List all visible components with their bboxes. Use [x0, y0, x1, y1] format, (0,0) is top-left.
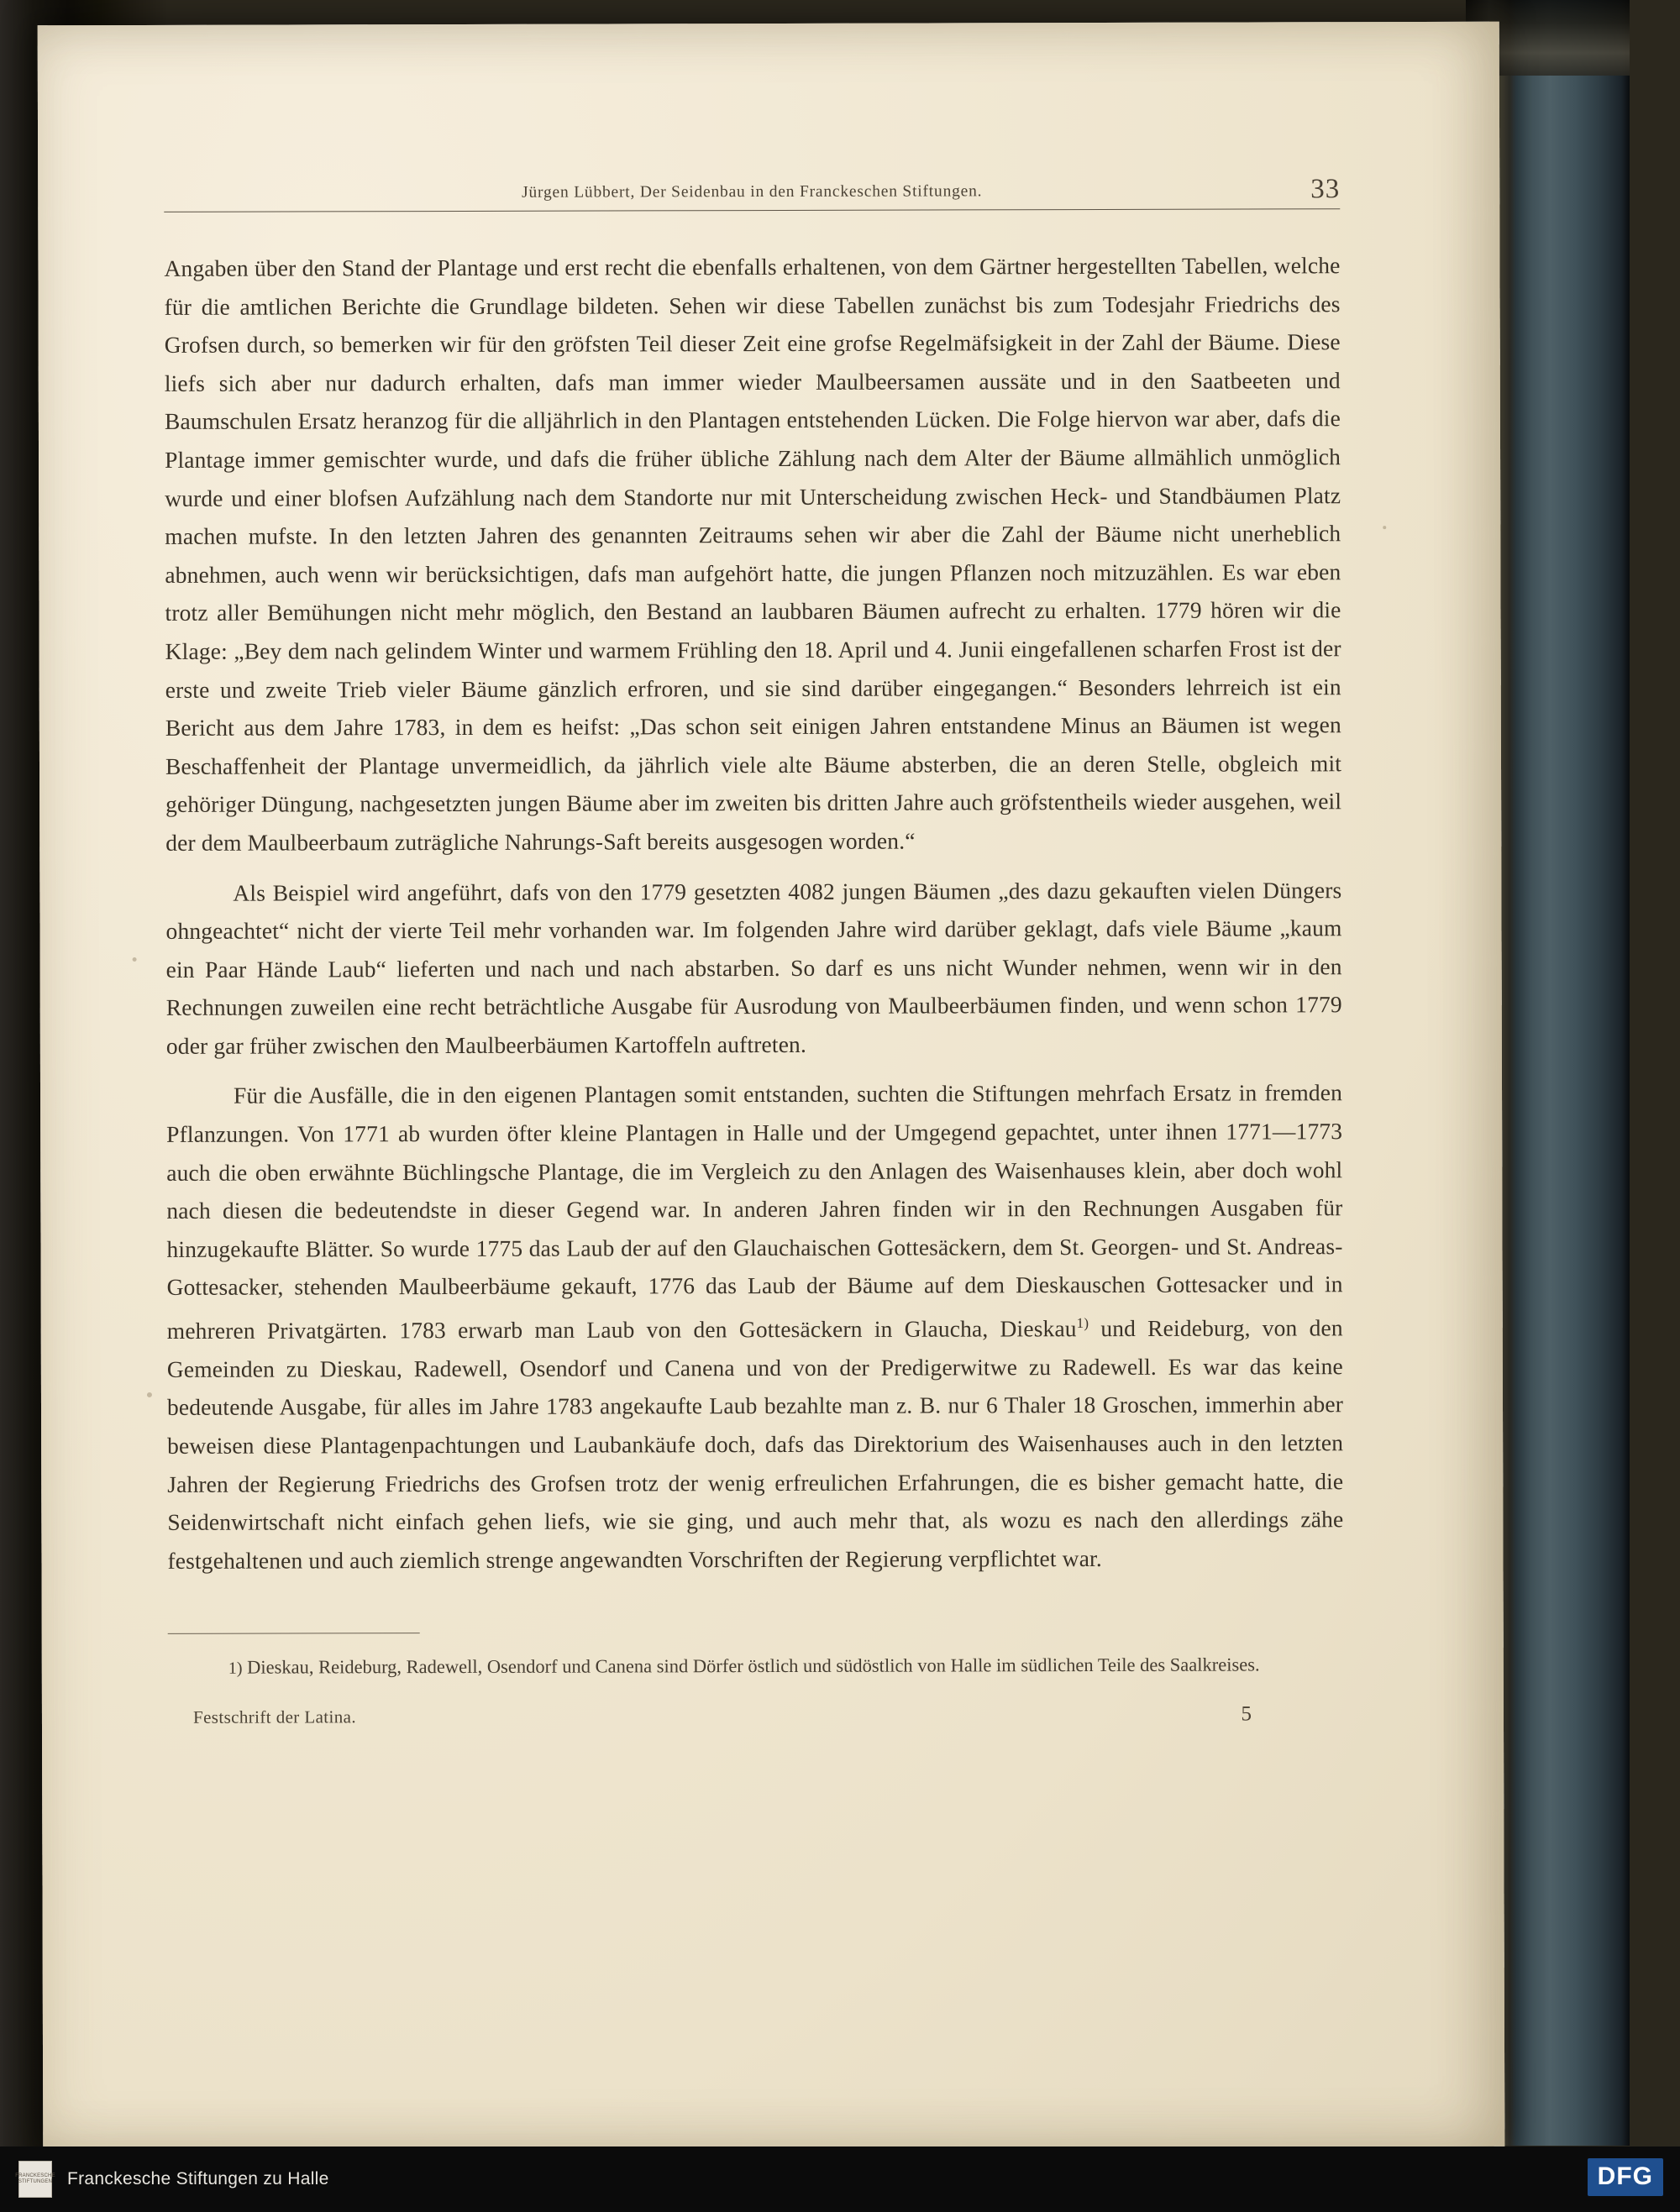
dfg-logo[interactable]: DFG [1588, 2158, 1663, 2196]
document-page [38, 22, 1505, 2151]
page-number: 33 [1310, 174, 1341, 205]
paragraph-3 [166, 1074, 1344, 1580]
paragraph-3-text-b: und Reideburg, von den Gemeinden zu Dieskau, Radewell, Osendorf und Canena und von der Predigerwitwe zu Radewell. Es war das keine bedeutende Ausgabe, für alles im Jahre 1783 angekaufte Laub bezahlte man z. B. nur 6 Thaler 18 Groschen, immerhin aber beweisen diese Plantagenpachtungen und Laubankäufe doch, dafs das Direktorium des Waisenhauses auch in den letzten Jahren der Regierung Friedrichs des Grofsen trotz der wenig erfreulichen Erfahrungen, die es bisher gemacht hatte, die Seidenwirtschaft nicht einfach gehen liefs, wie sie ging, und auch mehr that, als wozu es nach den allerdings zähe festgehaltenen und auch ziemlich strenge angewandten Vorschriften der Regierung verpflichtet war. [166, 1314, 1344, 1574]
footnote-block [168, 1631, 1344, 1730]
footnote-marker: 1) [228, 1659, 243, 1679]
institution-stamp-icon [15, 2161, 55, 2198]
footnote-text: Dieskau, Reideburg, Radewell, Osendorf und Canena sind Dörfer östlich und südöstlich von Halle im südlichen Teile des Saalkreises. [247, 1654, 1260, 1678]
page-content [164, 174, 1344, 1729]
collection-label: Franckesche Stiftungen zu Halle [67, 2169, 329, 2188]
footnote-divider [168, 1633, 420, 1634]
institution-stamp-label: FRANCKESCHE STIFTUNGEN [15, 2173, 55, 2184]
paragraph-3-text-a: Für die Ausfälle, die in den eigenen Plantagen somit entstanden, suchten die Stiftungen mehrfach Ersatz in fremden Pflanzungen. Von 1771 ab wurden öfter kleine Plantagen in Halle und der Umgegend gepachtet, unter ihnen 1771—1773 auch die oben erwähnte Büchlingsche Plantage, die im Vergleich zu den Anlagen des Waisenhauses klein, aber doch wohl nach diesen die bedeutendste in dieser Gegend war. In anderen Jahren finden wir in den Rechnungen Ausgaben für hinzugekaufte Blätter. So wurde 1775 das Laub der auf den Glauchaischen Gottesäckern, dem St. Georgen- und St. Andreas-Gottesacker, stehenden Maulbeerbäume gekauft, 1776 das Laub der Bäume auf dem Dieskauschen Gottesacker und in mehreren Privatgärten. 1783 erwarb man Laub von den Gottesäckern in Glaucha, Dieskau [166, 1079, 1343, 1344]
paper-speck [1383, 526, 1386, 529]
colophon-sheet-number: 5 [1241, 1702, 1252, 1726]
running-head-title: Jürgen Lübbert, Der Seidenbau in den Franckeschen Stiftungen. [522, 182, 983, 202]
footnote-reference-1[interactable]: 1) [1076, 1315, 1089, 1332]
paragraph-1: Angaben über den Stand der Plantage und erst recht die ebenfalls erhaltenen, von dem Gärtner hergestellten Tabellen, welche für die amtlichen Berichte die Grundlage bildeten. Sehen wir diese Tabellen zunächst bis zum Todesjahr Friedrichs des Grofsen durch, so bemerken wir für den gröfsten Teil dieser Zeit eine grofse Regelmäfsigkeit in der Zahl der Bäume. Diese liefs sich aber nur dadurch erhalten, dafs man immer wieder Maulbeersamen aussäte und in den Saatbeeten und Baumschulen Ersatz heranzog für die alljährlich in den Plantagen entstehenden Lücken. Die Folge hiervon war aber, dafs die Plantage immer gemischter wurde, und dafs die früher übliche Zählung nach dem Alter der Bäume allmählich unmöglich wurde und einer blofsen Aufzählung nach dem Standorte nur mit Unterscheidung zwischen Heck- und Standbäumen Platz machen mufste. In den letzten Jahren des genannten Zeitraums sehen wir aber die Zahl der Bäume nicht unerheblich abnehmen, auch wenn wir berücksichtigen, dafs man aufgehört hatte, die jungen Pflanzen noch mitzuzählen. Es war eben trotz aller Bemühungen nicht mehr möglich, den Bestand an laubbaren Bäumen aufrecht zu erhalten. 1779 hören wir die Klage: „Bey dem nach gelindem Winter und warmem Frühling den 18. April und 4. Junii eingefallenen scharfen Frost ist der erste und zweite Trieb vieler Bäume gänzlich erfroren, und sie sind darüber eingegangen.“ Besonders lehrreich ist ein Bericht aus dem Jahre 1783, in dem es heifst: „Das schon seit einigen Jahren entstandene Minus an Bäumen ist wegen Beschaffenheit der Plantage unvermeidlich, da jährlich viele alte Bäume absterben, die an deren Stelle, obgleich mit gehöriger Düngung, nachgesetzten jungen Bäume aber im zweiten bis dritten Jahre auch gröfstentheils wieder ausgehen, weil der dem Maulbeerbaum zuträgliche Nahrungs-Saft bereits ausgesogen worden.“ [164, 252, 1342, 856]
colophon [168, 1703, 1344, 1730]
paragraph-2: Als Beispiel wird angeführt, dafs von den 1779 gesetzten 4082 jungen Bäumen „des dazu gekauften vielen Düngers ohngeachtet“ nicht der vierte Teil mehr vorhanden war. Im folgenden Jahre wird darüber geklagt, dafs viele Bäume „kaum ein Paar Hände Laub“ lieferten und nach und nach abstarben. So darf es uns nicht Wunder nehmen, wenn wir in den Rechnungen zuweilen eine recht beträchtliche Ausgabe für Ausrodung von Maulbeerbäumen finden, und wenn schon 1779 oder gar früher zwischen den Maulbeerbäumen Kartoffeln auftreten. [165, 876, 1342, 1059]
paper-speck [147, 1392, 152, 1397]
paper-speck [133, 957, 137, 962]
viewer-bottom-bar [0, 2146, 1680, 2212]
footnote-1 [168, 1650, 1344, 1685]
colophon-signature: Festschrift der Latina. [192, 1706, 357, 1728]
running-head [164, 174, 1341, 212]
